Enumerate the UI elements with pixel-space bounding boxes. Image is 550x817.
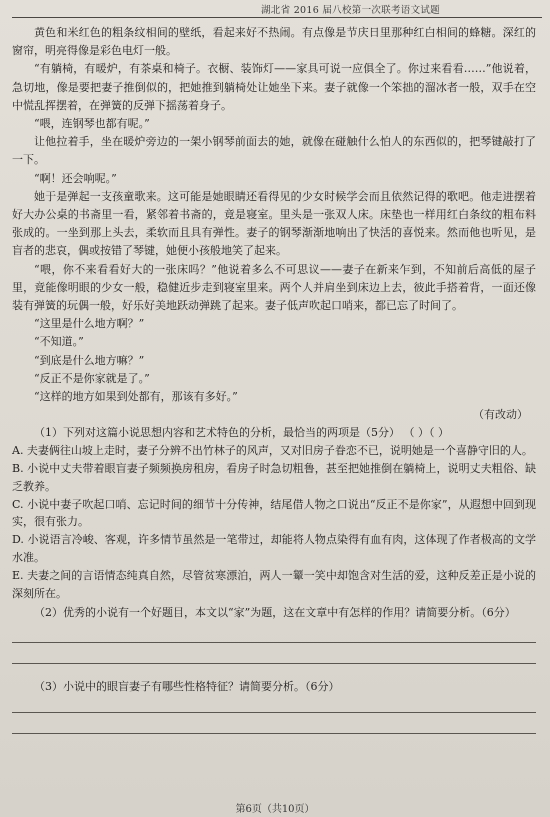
passage-body	[12, 24, 536, 734]
question-1-stem	[12, 424, 536, 442]
header-divider	[12, 17, 542, 18]
question-1-text: （1）下列对这篇小说思想内容和艺术特色的分析，最恰当的两项是（5分）	[34, 426, 400, 440]
passage-paragraph: “不知道。”	[34, 335, 84, 349]
source-note: （有改动）	[473, 408, 528, 422]
choice-d: D. 小说语言冷峻、客观，许多情节虽然是一笔带过，却能将人物点染得有血有肉，这体现了作者极高的文学水准。	[12, 533, 536, 565]
passage-paragraph: “到底是什么地方嘛？”	[34, 353, 145, 367]
choice-b: B. 小说中丈夫带着眼盲妻子频频换房租房，看房子时急切粗鲁，甚至把她推倒在躺椅上，说明丈夫粗俗、缺乏教养。	[12, 462, 536, 493]
passage-paragraph: “啊！还会响呢。”	[34, 171, 117, 185]
choice-c: C. 小说中妻子吹起口哨、忘记时间的细节十分传神，结尾借人物之口说出“反正不是你家”，从遐想中回到现实，很有张力。	[12, 497, 536, 529]
passage-paragraph: “有躺椅，有暖炉，有茶桌和椅子。衣橱、装饰灯——家具可说一应俱全了。你过来看看……”他说着，急切地，像是要把妻子推倒似的，把她推到躺椅处让她坐下来。妻子就像一个笨拙的溜冰者一般，双手在空中慌乱挥摆着，在弹簧的反弹下摇荡着身子。	[12, 62, 536, 112]
page-footer: 第6页（共10页）	[235, 804, 315, 815]
question-3-stem: （3）小说中的眼盲妻子有哪些性格特征？请简要分析。（6分）	[34, 680, 340, 694]
page-header: 湖北省 2016 届八校第一次联考语文试题	[260, 5, 440, 16]
passage-paragraph: “这样的地方如果到处都有，那该有多好。”	[34, 390, 238, 404]
answer-line	[12, 733, 536, 734]
passage-paragraph: “喂，连钢琴也都有呢。”	[34, 117, 150, 131]
passage-paragraph: 黄色和米红色的粗条纹相间的壁纸，看起来好不热闹。有点像是节庆日里那种红白相间的蜂糖。深红的窗帘，明亮得像是彩色电灯一般。	[12, 26, 536, 58]
passage-paragraph: 她于是弹起一支孩童歌来。这可能是她眼睛还看得见的少女时候学会而且依然记得的歌吧。他走进摆着好大办公桌的书斋里一看，紧邻着书斋的，竟是寝室。里头是一张双人床。床垫也一样用红白条纹的粗布料张成的。一坐到那上头去，柔软而且具有弹性。妻子的钢琴渐渐地响出了快活的喜悦来。然而他也听见，是盲者的悲哀，偶或按错了琴键，她便小孩般地笑了起来。	[12, 189, 536, 258]
question-1-answer-blanks: （ ）（ ）	[403, 426, 449, 440]
passage-paragraph: “反正不是你家就是了。”	[34, 371, 150, 385]
question-1-choices	[12, 442, 536, 602]
passage-paragraph: 让他拉着手，坐在暖炉旁边的一架小钢琴前面去的她，就像在碰触什么怕人的东西似的，把琴键敲打了一下。	[12, 135, 536, 167]
passage-paragraph: “喂，你不来看看好大的一张床吗？”他说着多么不可思议——妻子在新来乍到，不知前后高低的屋子里，竟能像明眼的少女一般，稳健近步走到寝室里来。两个人并肩坐到床边上去，彼此手搭着背，一面还像装有弹簧的玩偶一般，好乐好美地跃动弹跳了起来。妻子低声吹起口哨来，都已忘了时间了。	[12, 262, 536, 313]
choice-e: E. 夫妻之间的言语情态纯真自然，尽管贫寒漂泊，两人一颦一笑中却饱含对生活的爱，这种反差正是小说的深刻所在。	[12, 568, 536, 600]
question-2-stem: （2）优秀的小说有一个好题目，本文以“家”为题，这在文章中有怎样的作用？请简要分析。（6分）	[34, 606, 516, 620]
passage-paragraph: “这里是什么地方啊？”	[34, 317, 145, 331]
choice-a: A. 夫妻俩往山坡上走时，妻子分辨不出竹林子的风声，又对旧房子眷恋不已，说明她是一个喜静守旧的人。	[12, 444, 533, 458]
